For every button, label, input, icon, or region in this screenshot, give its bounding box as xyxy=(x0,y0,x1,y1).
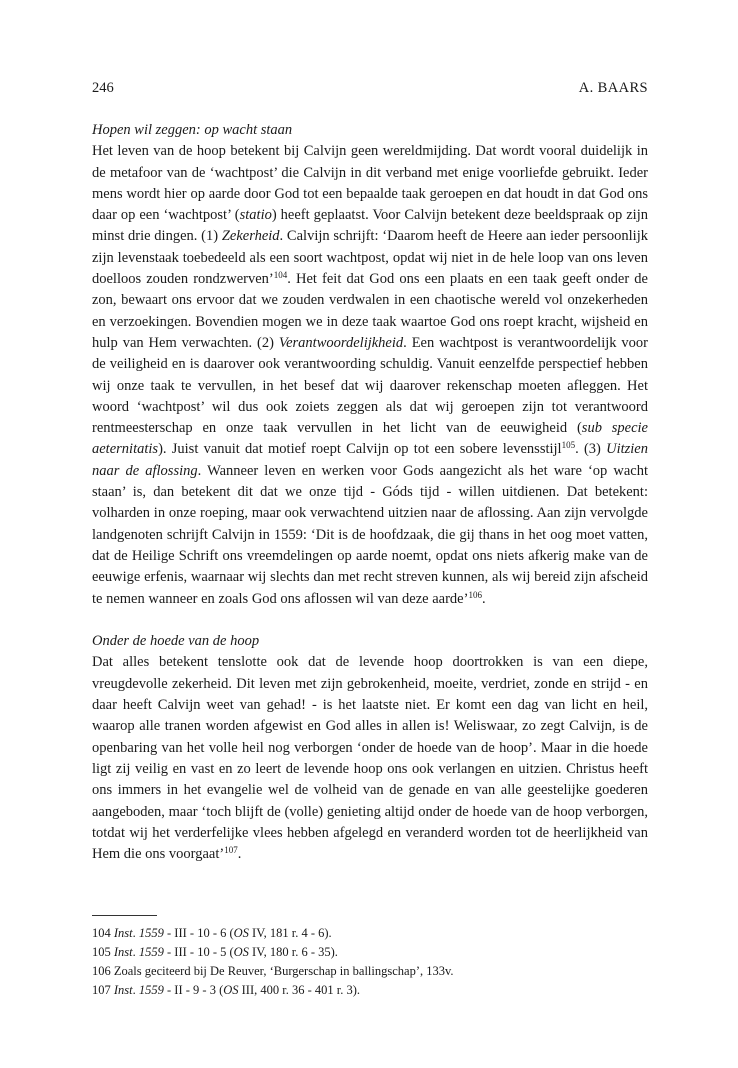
footnote-105: 105 Inst. 1559 - III - 10 - 5 (OS IV, 180 r. 6 - 35). xyxy=(92,945,338,959)
paragraph-hoede: Dat alles betekent tenslotte ook dat de levende hoop doortrokken is van een diepe, vreugdevolle zekerheid. Dit leven met zijn gebrokenheid, moeite, verdriet, zonde en strijd - en daar heeft Calvijn weet van gehad! - is het laatste niet. Er komt een dag van licht en heil, waarop alle tranen worden afgewist en God alles in allen is! Weliswaar, zo zegt Calvijn, is de openbaring van het volle heil nog verborgen ‘onder de hoede van de hoop’. Maar in die hoede ligt zij veilig en vast en zo leert de levende hoop ons ook verlangen en uitzien. Christus heeft ons immers in het evangelie wel de volheid van de genade en van alle geestelijke goederen aangeboden, maar ‘toch blijft de (volle) genieting altijd onder de hoede van de hoop verborgen, totdat wij het verderfelijke vlees hebben afgelegd en veranderd worden tot de heerlijkheid van Hem die ons voorgaat’$^{107}$. xyxy=(92,654,648,863)
section-gap xyxy=(92,610,648,631)
footnote-104: 104 Inst. 1559 - III - 10 - 6 (OS IV, 181 r. 4 - 6). xyxy=(92,926,332,940)
footnote-ref-107[interactable]: 107 xyxy=(224,845,238,856)
paragraph-wachtpost: Het leven van de hoop betekent bij Calvijn geen wereldmijding. Dat wordt vooral duidelijk in de metafoor van de ‘wachtpost’ die Calvijn in dit verband met enige voorliefde gebruikt. Ieder mens wordt hier op aarde door God tot een bepaalde taak geroepen en dat houdt in dat God ons daar op een ‘wachtpost’ (statio) heeft geplaatst. Voor Calvijn betekent deze beeldspraak op zijn minst drie dingen. (1) Zekerheid. Calvijn schrijft: ‘Daarom heeft de Heere aan ieder persoonlijk zijn levenstaak toebedeeld als een soort wachtpost, opdat wij niet in de hele loop van ons leven doelloos zouden rondzwerven’$^{104}$. Het feit dat God ons een plaats en een taak geeft onder de zon, bewaart ons ervoor dat we zouden verdwalen in een chaotische wereld vol onzekerheden en verzoekingen. Bovendien mogen we in deze taak waartoe God ons roept kracht, wijsheid en hulp van Hem verwachten. (2) Verantwoordelijkheid. Een wachtpost is verantwoordelijk voor de veiligheid en is daarover ook verantwoording schuldig. Vanuit eenzelfde perspectief hebben wij onze taak te vervullen, in het besef dat wij daarover rekenschap moeten afleggen. Het woord ‘wachtpost’ wil dus ook zoiets zeggen als dat wij geroepen zijn tot verantwoord rentmeesterschap en onze taak vervullen in het licht van de eeuwigheid (sub specie aeternitatis). Juist vanuit dat motief roept Calvijn op tot een sobere levensstijl$^{105}$. (3) Uitzien naar de aflossing. Wanneer leven en werken voor Gods aangezicht als het ware ‘op wacht staan’ is, dan betekent dit dat we onze tijd - Góds tijd - willen uitdienen. Dat betekent: volharden in onze roeping, maar ook verwachtend uitzien naar de aflossing. Aan zijn vervolgde landgenoten schrijft Calvijn in 1559: ‘Dit is de hoofdzaak, die gij thans in het oog moet vatten, dat de Heilige Schrift ons vreemdelingen op aarde noemt, opdat ons niets afkerig make van de eeuwige erfenis, waarnaar wij slechts dan met recht streven kunnen, als wij bereid zijn afscheid te nemen wanneer en zoals God ons aflossen wil van deze aarde’$^{106}$. xyxy=(92,143,649,607)
footnote-107: 107 Inst. 1559 - II - 9 - 3 (OS III, 400 r. 36 - 401 r. 3). xyxy=(92,983,361,997)
body-text xyxy=(92,120,648,865)
footnote-rule xyxy=(92,915,157,916)
section-heading-hopen: Hopen wil zeggen: op wacht staan xyxy=(92,122,293,138)
footnotes xyxy=(92,924,648,1000)
footnote-106: 106 Zoals geciteerd bij De Reuver, ‘Burgerschap in ballingschap’, 133v. xyxy=(92,964,454,978)
section-heading-hoede: Onder de hoede van de hoop xyxy=(92,633,260,650)
running-header xyxy=(92,80,648,100)
footnote-ref-104[interactable]: 104 xyxy=(273,270,288,281)
page-number: 246 xyxy=(92,80,114,96)
running-head-author: A. BAARS xyxy=(578,80,648,96)
footnote-ref-105[interactable]: 105 xyxy=(561,440,576,451)
footnote-ref-106[interactable]: 106 xyxy=(468,589,482,600)
